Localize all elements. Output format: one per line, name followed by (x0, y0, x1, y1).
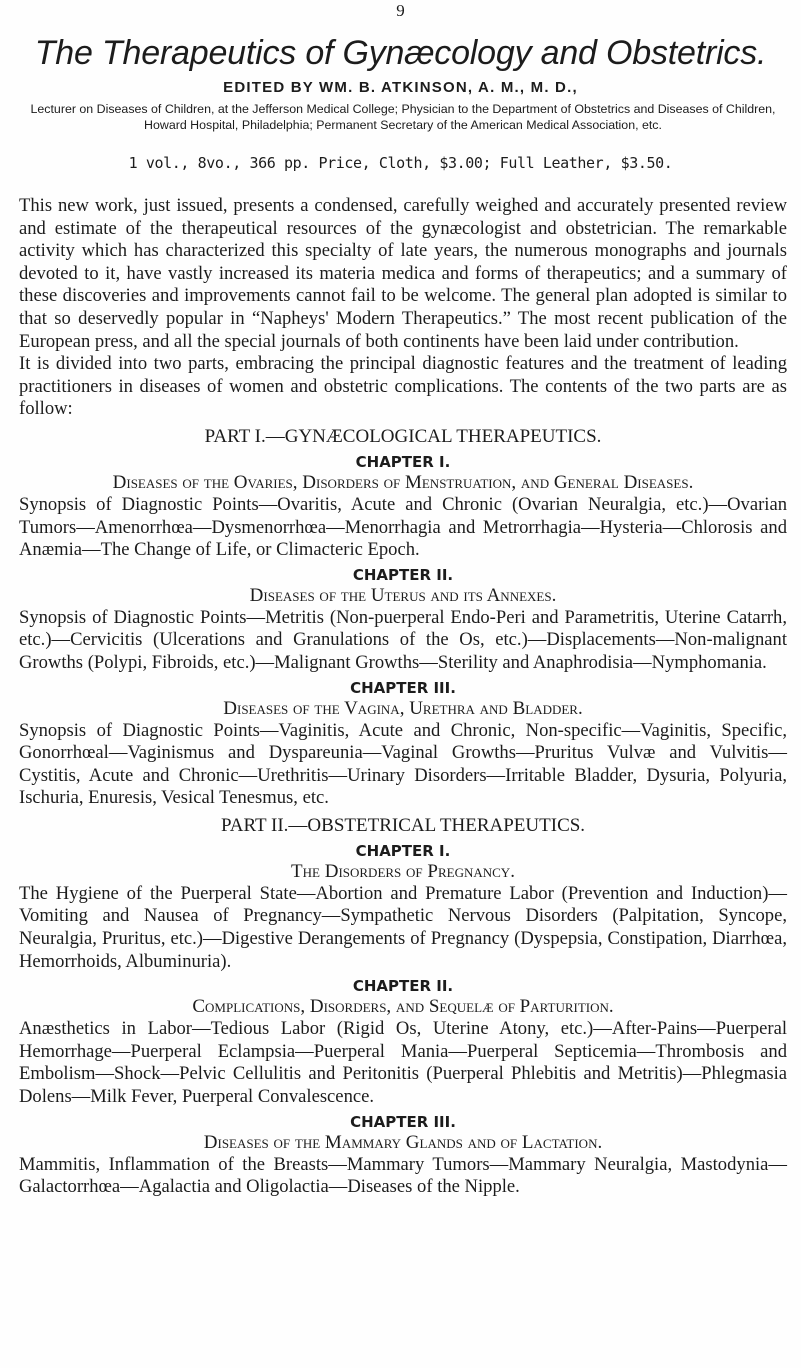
chapter-heading: Diseases of the Mammary Glands and of Lactation. (203, 1131, 603, 1153)
chapter-content: Synopsis of Diagnostic Points—Ovaritis, Acute and Chronic (Ovarian Neuralgia, etc.)—Ovarian Tumors—Amenorrhœa—Dysmenorrhœa—Menorrhagia and Metrorrhagia—Hysteria—Chlorosis and Anæmia—The Change of Life, or Climacteric Epoch. (19, 493, 787, 561)
chapter-heading: Complications, Disorders, and Sequelæ of Parturition. (192, 996, 614, 1018)
chapter-heading: Diseases of the Ovaries, Disorders of Menstruation, and General Diseases. (112, 471, 694, 493)
part-title: PART II.—OBSTETRICAL THERAPEUTICS. (220, 814, 586, 836)
chapter-content: The Hygiene of the Puerperal State—Abortion and Premature Labor (Prevention and Induction)—Vomiting and Nausea of Pregnancy—Sympathetic Nervous Disorders (Palpitation, Syncope, Neuralgia, Pruritus, etc.)—Digestive Derangements of Pregnancy (Dyspepsia, Constipation, Diarrhœa, Hemorrhoids, Albuminuria). (19, 882, 787, 972)
part-section (19, 814, 787, 1199)
chapter-content: Synopsis of Diagnostic Points—Metritis (Non-puerperal Endo-Peri and Parametritis, Uterine Catarrh, etc.)—Cervicitis (Ulcerations and Granulations of the Os, etc.)—Displacements—Non-malignant Growths (Polypi, Fibroids, etc.)—Malignant Growths—Sterility and Anaphrodisia—Nymphomania. (19, 606, 787, 673)
chapter-label: CHAPTER I. (355, 841, 451, 860)
editor-line: EDITED BY WM. B. ATKINSON, A. M., M. D., (223, 79, 578, 96)
part-title: PART I.—GYNÆCOLOGICAL THERAPEUTICS. (204, 425, 602, 447)
page-number: 9 (396, 1, 405, 20)
price-line: 1 vol., 8vo., 366 pp. Price, Cloth, $3.00; Full Leather, $3.50. (128, 154, 673, 172)
chapter-heading: Diseases of the Vagina, Urethra and Bladder. (223, 697, 583, 719)
page-body (19, 195, 787, 1199)
chapter-label: CHAPTER III. (350, 1112, 456, 1131)
intro-paragraph: This new work, just issued, presents a condensed, carefully weighed and accurately presented review and estimate of the therapeutical resources of the gynæcologist and obstetrician. The remarkable activity which has characterized this specialty of late years, the numerous monographs and journals devoted to it, have vastly increased its materia medica and forms of therapeutics; and a summary of these discoveries and improvements cannot fail to be welcome. The general plan adopted is similar to that so deservedly popular in “Napheys' Modern Therapeutics.” The most recent publication of the European press, and all the special journals of both continents have been laid under contribution. (19, 195, 787, 352)
chapter-label: CHAPTER I. (355, 452, 451, 471)
chapter-label: CHAPTER II. (352, 565, 454, 584)
book-title: The Therapeutics of Gynæcology and Obstetrics. (34, 34, 767, 72)
editor-credentials: Lecturer on Diseases of Children, at the Jefferson Medical College; Physician to the Department of Obstetrics and Diseases of Children, Howard Hospital, Philadelphia; Permanent Secretary of the American Medical Association, etc. (30, 102, 776, 132)
chapter-label: CHAPTER III. (350, 678, 456, 697)
chapter-heading: Diseases of the Uterus and its Annexes. (249, 584, 557, 606)
part-section (19, 425, 787, 810)
chapter-heading: The Disorders of Pregnancy. (291, 860, 515, 882)
intro-paragraph: It is divided into two parts, embracing the principal diagnostic features and the treatment of leading practitioners in diseases of women and obstetric complications. The contents of the two parts are as follow: (19, 353, 787, 420)
chapter-content: Mammitis, Inflammation of the Breasts—Mammary Tumors—Mammary Neuralgia, Mastodynia—Galactorrhœa—Agalactia and Oligolactia—Diseases of the Nipple. (19, 1153, 787, 1198)
chapter-content: Anæsthetics in Labor—Tedious Labor (Rigid Os, Uterine Atony, etc.)—After-Pains—Puerperal Hemorrhage—Puerperal Eclampsia—Puerperal Mania—Puerperal Septicemia—Thrombosis and Embolism—Shock—Pelvic Cellulitis and Peritonitis (Puerperal Phlebitis and Metritis)—Phlegmasia Dolens—Milk Fever, Puerperal Convalescence. (19, 1018, 787, 1108)
chapter-content: Synopsis of Diagnostic Points—Vaginitis, Acute and Chronic, Non-specific—Vaginitis, Specific, Gonorrhœal—Vaginismus and Dyspareunia—Vaginal Growths—Pruritus Vulvæ and Vulvitis—Cystitis, Acute and Chronic—Urethritis—Urinary Disorders—Irritable Bladder, Dysuria, Polyuria, Ischuria, Enuresis, Vesical Tenesmus, etc. (19, 719, 787, 809)
chapter-label: CHAPTER II. (352, 977, 454, 996)
